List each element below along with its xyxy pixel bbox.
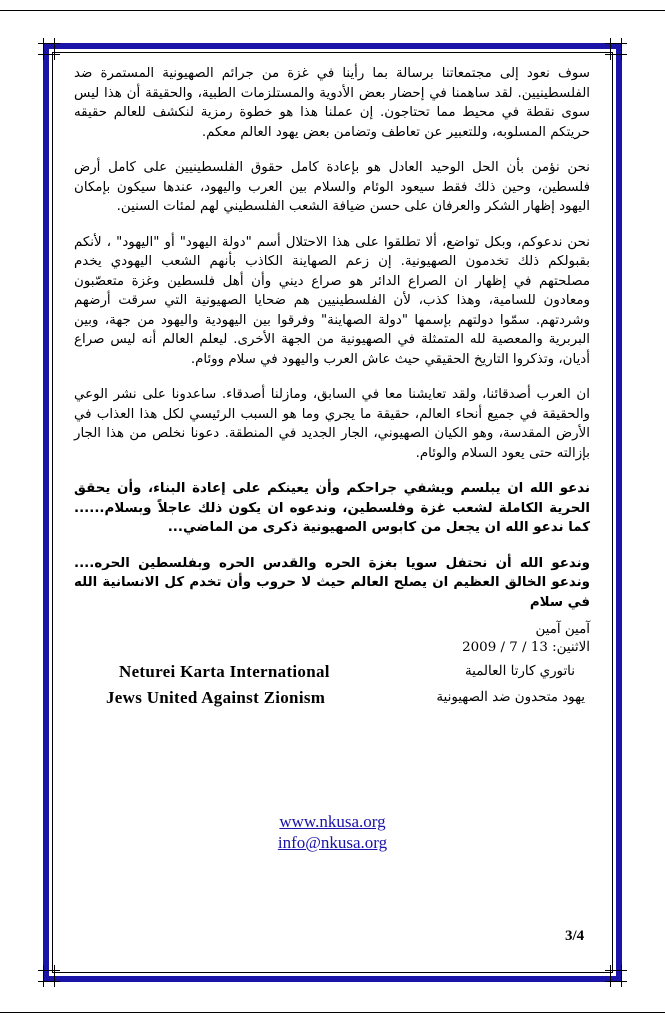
signature-block <box>74 622 590 732</box>
corner-ornament-bottom-right <box>605 965 627 987</box>
org-name-ar-2: يهود متحدون ضد الصهيونية <box>436 690 585 705</box>
amen-line: آمين آمين <box>535 622 590 637</box>
paragraph-prayer-healing: ندعو الله ان يبلسم ويشفي جراحكم وأن يعينكم على إعادة البناء، وأن يحقق الحرية الكاملة لشعب غزة وفلسطين، وندعوه ان يكون ذلك عاجلاً وبسلام...... كما ندعو الله ان يجعل من كابوس الصهيونية ذكرى من الماضي... <box>74 481 590 535</box>
page-number: 3/4 <box>565 928 585 944</box>
date-line: الاثنين: 13 / 7 / 2009 <box>462 640 590 655</box>
corner-ornament-bottom-left <box>38 965 60 987</box>
email-link[interactable]: info@nkusa.org <box>277 833 388 852</box>
contact-links <box>0 811 665 853</box>
corner-ornament-top-left <box>38 38 60 60</box>
paragraph-return-message: سوف نعود إلى مجتمعاتنا برسالة بما رأينا في غزة من جرائم الصهيونية المستمرة ضد الفلسطينيين. لقد ساهمنا في إحضار بعض الأدوية والمستلزمات الطبية، والحقيقة أن هذا ليس سوى نقطة في محيط مما تحتاجون. إن عملنا هذا هو خطوة رمزية لنكشف للعالم حقيقه حريتكم المسلوبه، وللتعبير عن تعاطف وتضامن بعض يهود العالم معكم. <box>74 66 590 140</box>
top-rule <box>0 10 665 11</box>
website-link[interactable]: www.nkusa.org <box>279 812 386 831</box>
paragraph-arab-friends: ان العرب أصدقائنا، ولقد تعايشنا معا في السابق، ومازلنا أصدقاء. ساعدونا على نشر الوعي والحقيقة في جميع أنحاء العالم، حقيقة ما يجري وما هو السبب الرئيسي لكل هذا العذاب في الأرض المقدسة، وهو الكيان الصهيوني، الجار الجديد في المنطقة. دعونا نخلص من هذا الجار بإزالته حتى يعود السلام والوئام. <box>74 387 590 461</box>
corner-ornament-top-right <box>605 38 627 60</box>
paragraph-naming-request: نحن ندعوكم، وبكل تواضع، ألا تطلقوا على هذا الاحتلال أسم "دولة اليهود" أو "اليهود" ، لأنكم بقبولكم ذلك تخدمون الصهيونية. إن زعم الصهاينة الكاذب بأنهم الشعب اليهودي يخدم مصلحتهم في إظهار ان الصراع الدائر هو صراع ديني وأن أهل فلسطين وغزة متعصّبون ومعادون للسامية، وهذا كذب، لأن الفلسطينيين هم ضحايا الصهيونية التي سرقت أرضهم وشردتهم. سمّوا دولتهم بإسمها "دولة الصهاينة" وفرقوا بين اليهودية واليهود من جهة، وبين البربرية والمعصية لله المتمثلة في الصهيونية من الجهة الأخرى. ليعلم العالم أنه ليس صراع أديان، وتذكروا التاريخ الحقيقي حيث عاش العرب واليهود في سلام ووئام. <box>74 234 590 367</box>
org-name-en-2: Jews United Against Zionism <box>106 688 326 707</box>
letter-body <box>74 64 590 732</box>
paragraph-just-solution: نحن نؤمن بأن الحل الوحيد العادل هو بإعادة كامل حقوق الفلسطينيين على كامل أرض فلسطين، وحين ذلك فقط سيعود الوئام والسلام بين العرب واليهود، عندها سيكون بإمكان اليهود إظهار الشكر والعرفان على حسن ضيافة الشعب الفلسطيني لهم لمئات السنين. <box>74 160 590 214</box>
bottom-rule <box>0 1012 665 1013</box>
paragraph-prayer-celebration: وندعو الله أن نحتفل سويا بغزة الحره والقدس الحره وبفلسطين الحره.... وندعو الخالق العظيم ان يصلح العالم حيث لا حروب وأن تخدم كل الانسانية الله في سلام <box>74 555 590 610</box>
org-name-ar-1: ناتوري كارتا العالمية <box>464 664 575 679</box>
org-name-en-1: Neturei Karta International <box>119 662 330 681</box>
